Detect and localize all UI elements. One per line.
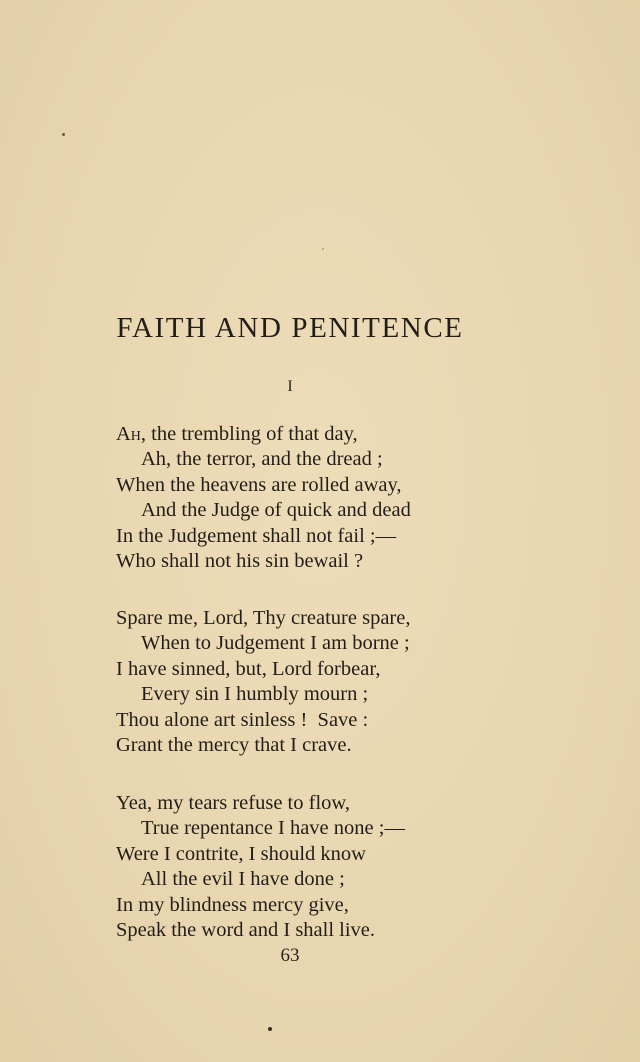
verse-line: Spare me, Lord, Thy creature spare, [116,607,411,629]
stanza-3 [116,791,536,943]
verse-line: Who shall not his sin bewail ? [116,549,364,572]
poem-title: FAITH AND PENITENCE [116,312,464,344]
verse-line-rest: , the trembling of that day, [140,423,358,445]
verse-line: Speak the word and I shall live. [116,918,376,941]
verse-line: All the evil I have done ; [141,868,345,891]
verse-line: Every sin I humbly mourn ; [141,683,369,706]
verse-line: Grant the mercy that I crave. [116,733,352,756]
page-number: 63 [280,945,300,966]
stanza-1 [116,422,536,574]
verse-line: In the Judgement shall not fail ;— [116,524,397,547]
verse-line: Ah, the terror, and the dread ; [141,448,383,471]
drop-word: Ah [116,423,141,445]
verse-line: Thou alone art sinless ! Save : [116,708,369,731]
verse-line: Yea, my tears refuse to flow, [116,792,350,814]
verse-line: In my blindness mercy give, [116,893,349,916]
verse-line: True repentance I have none ;— [141,817,405,840]
verse-line: Were I contrite, I should know [116,842,366,865]
verse-line: When the heavens are rolled away, [116,473,402,496]
paper-speck [62,133,65,136]
paper-speck [322,248,324,250]
verse-line: When to Judgement I am borne ; [141,632,410,655]
verse-line: I have sinned, but, Lord forbear, [116,657,381,680]
stanza-2 [116,606,536,758]
verse-line: And the Judge of quick and dead [141,499,411,522]
section-number: I [287,378,293,395]
paper-speck [268,1027,272,1031]
verse-line [116,422,536,447]
